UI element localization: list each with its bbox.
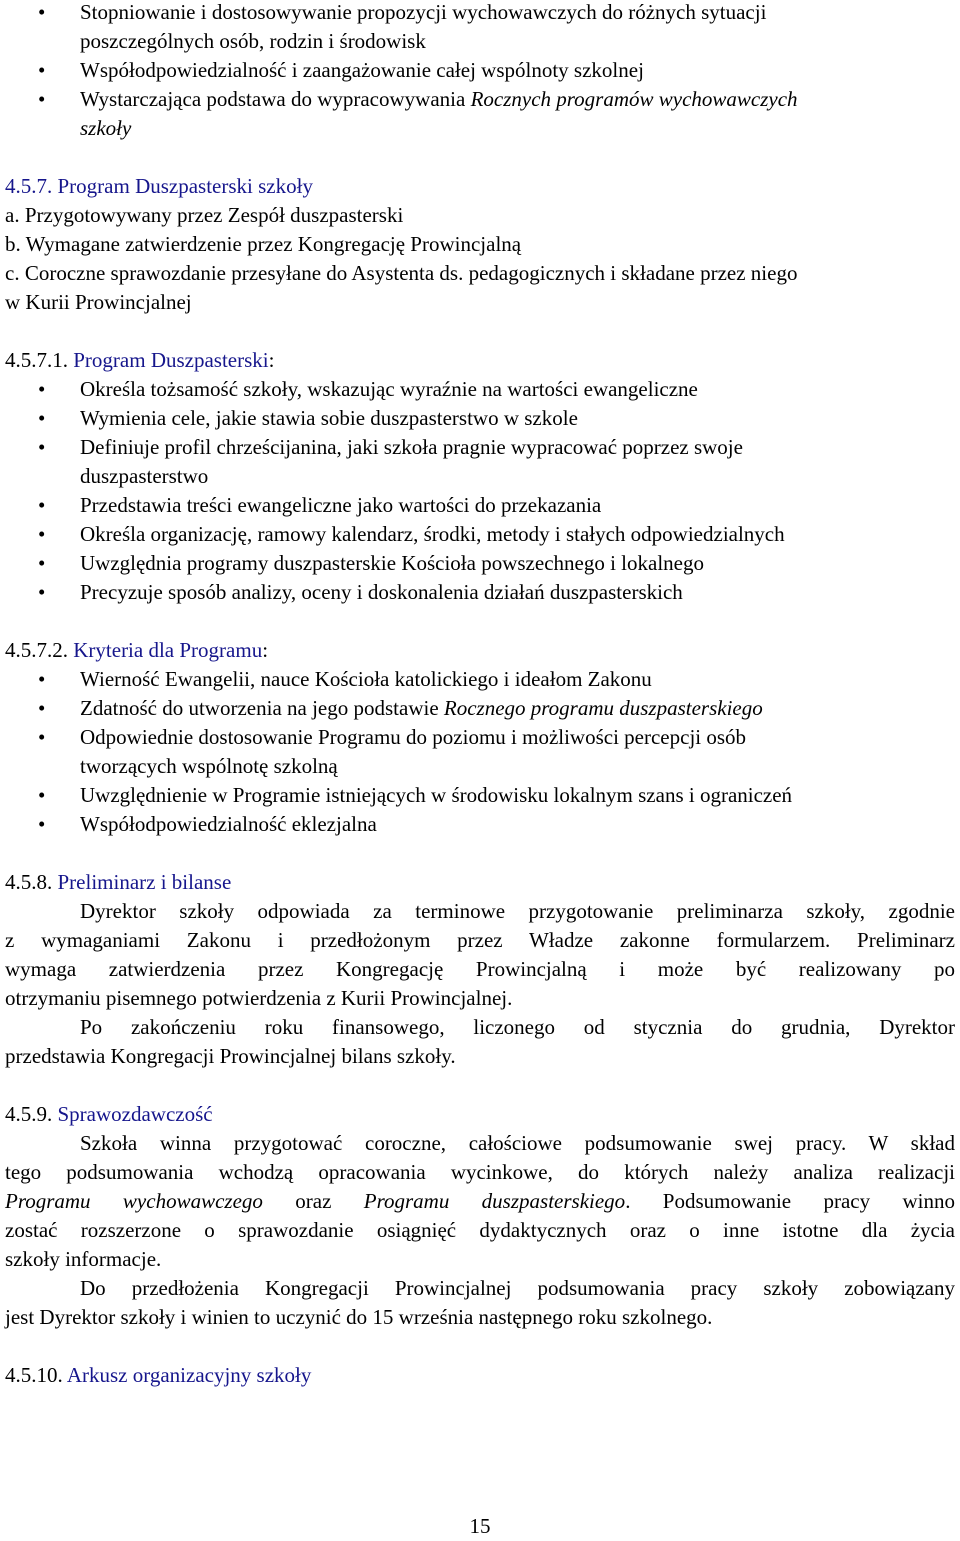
page-number: 15: [469, 1514, 491, 1538]
list-item: a. Przygotowywany przez Zespół duszpasterski: [5, 203, 404, 227]
list-item: Wystarczająca podstawa do wypracowywania Rocznych programów wychowawczych: [80, 87, 798, 111]
paragraph-line: jest Dyrektor szkoły i winien to uczynić do 15 września następnego roku szkolnego.: [5, 1305, 713, 1329]
paragraph-line: Szkoła winna przygotować coroczne, całościowe podsumowanie swej pracy. W skład: [80, 1131, 955, 1155]
bullet: •: [38, 812, 46, 836]
list-item: Odpowiednie dostosowanie Programu do poziomu i możliwości percepcji osób: [80, 725, 747, 749]
list-item: Współodpowiedzialność eklezjalna: [80, 812, 377, 836]
paragraph-line: wymaga zatwierdzenia przez Kongregację Prowincjalną i może być realizowany po: [5, 957, 955, 981]
list-item-continuation: duszpasterstwo: [80, 464, 209, 488]
list-item: Wymienia cele, jakie stawia sobie duszpasterstwo w szkole: [80, 406, 578, 430]
paragraph-line: z wymaganiami Zakonu i przedłożonym przez Władze zakonne formularzem. Preliminarz: [5, 928, 955, 952]
bullet: •: [38, 0, 46, 24]
list-item: Stopniowanie i dostosowywanie propozycji wychowawczych do różnych sytuacji: [80, 0, 767, 24]
paragraph-line: przedstawia Kongregacji Prowincjalnej bilans szkoły.: [5, 1044, 456, 1068]
list-item-continuation: w Kurii Prowincjalnej: [5, 290, 192, 314]
list-item: b. Wymagane zatwierdzenie przez Kongregację Prowincjalną: [5, 232, 522, 256]
list-item: c. Coroczne sprawozdanie przesyłane do Asystenta ds. pedagogicznych i składane przez niego: [5, 261, 798, 285]
list-item: Określa organizację, ramowy kalendarz, środki, metody i stałych odpowiedzialnych: [80, 522, 785, 546]
section-heading-4-5-7-1: 4.5.7.1. Program Duszpasterski:: [5, 348, 275, 372]
paragraph-line: tego podsumowania wchodzą opracowania wycinkowe, do których należy analiza realizacji: [5, 1160, 955, 1184]
paragraph-line: zostać rozszerzone o sprawozdanie osiągnięć dydaktycznych oraz o inne istotne dla życia: [5, 1218, 955, 1242]
bullet: •: [38, 725, 46, 749]
bullet: •: [38, 435, 46, 459]
bullet: •: [38, 783, 46, 807]
paragraph-line: Po zakończeniu roku finansowego, liczonego od stycznia do grudnia, Dyrektor: [80, 1015, 955, 1039]
list-item: Zdatność do utworzenia na jego podstawie Rocznego programu duszpasterskiego: [80, 696, 763, 720]
bullet: •: [38, 580, 46, 604]
list-item: Precyzuje sposób analizy, oceny i doskonalenia działań duszpasterskich: [80, 580, 683, 604]
section-heading-4-5-9: 4.5.9. Sprawozdawczość: [5, 1102, 213, 1126]
bullet: •: [38, 696, 46, 720]
list-item: Definiuje profil chrześcijanina, jaki szkoła pragnie wypracować poprzez swoje: [80, 435, 743, 459]
bullet: •: [38, 377, 46, 401]
section-heading-4-5-10: 4.5.10. Arkusz organizacyjny szkoły: [5, 1363, 312, 1387]
paragraph-line: otrzymaniu pisemnego potwierdzenia z Kurii Prowincjalnej.: [5, 986, 513, 1010]
bullet: •: [38, 87, 46, 111]
list-item: Uwzględnia programy duszpasterskie Kościoła powszechnego i lokalnego: [80, 551, 704, 575]
list-item: Wierność Ewangelii, nauce Kościoła katolickiego i ideałom Zakonu: [80, 667, 652, 691]
section-heading-4-5-7-2: 4.5.7.2. Kryteria dla Programu:: [5, 638, 269, 662]
bullet: •: [38, 551, 46, 575]
list-item: Określa tożsamość szkoły, wskazując wyraźnie na wartości ewangeliczne: [80, 377, 698, 401]
list-item-continuation: poszczególnych osób, rodzin i środowisk: [80, 29, 426, 53]
list-item-continuation: szkoły: [80, 116, 132, 140]
list-item: Uwzględnienie w Programie istniejących w środowisku lokalnym szans i ograniczeń: [80, 783, 793, 807]
section-heading-4-5-8: 4.5.8. Preliminarz i bilanse: [5, 870, 232, 894]
paragraph-line: Dyrektor szkoły odpowiada za terminowe przygotowanie preliminarza szkoły, zgodnie: [80, 899, 955, 923]
bullet: •: [38, 522, 46, 546]
list-item: Przedstawia treści ewangeliczne jako wartości do przekazania: [80, 493, 602, 517]
bullet: •: [38, 406, 46, 430]
bullet: •: [38, 667, 46, 691]
paragraph-line: szkoły informacje.: [5, 1247, 162, 1271]
bullet: •: [38, 493, 46, 517]
bullet: •: [38, 58, 46, 82]
list-item-continuation: tworzących wspólnotę szkolną: [80, 754, 338, 778]
paragraph-line: Do przedłożenia Kongregacji Prowincjalnej podsumowania pracy szkoły zobowiązany: [80, 1276, 955, 1300]
paragraph-line: Programu wychowawczego oraz Programu duszpasterskiego. Podsumowanie pracy winno: [5, 1189, 955, 1213]
section-heading-4-5-7: 4.5.7. Program Duszpasterski szkoły: [5, 174, 313, 198]
list-item: Współodpowiedzialność i zaangażowanie całej wspólnoty szkolnej: [80, 58, 644, 82]
